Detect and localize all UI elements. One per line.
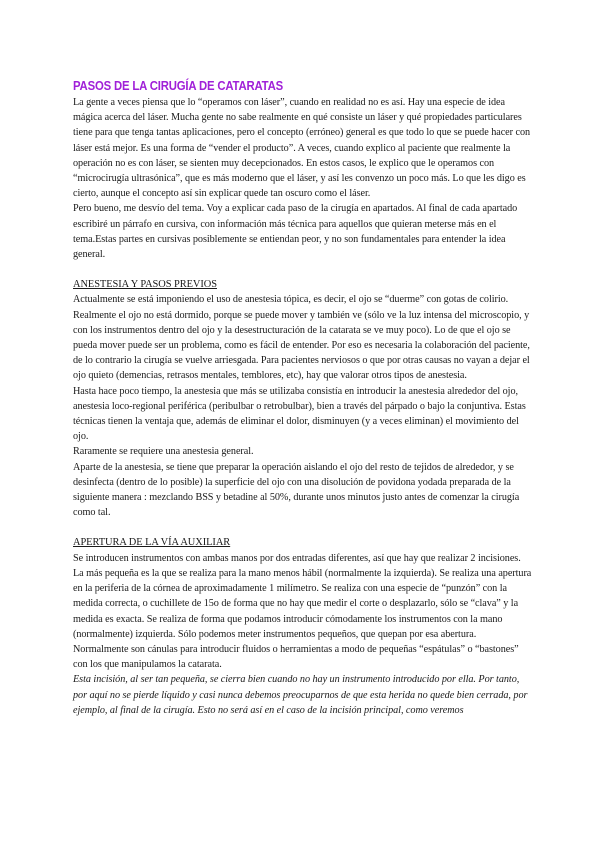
section-paragraph: Hasta hace poco tiempo, la anestesia que más se utilizaba consistía en introducir la anestesia alrededor del ojo, anestesia loco-regional periférica (peribulbar o retrobulbar), bien a través del párpado o bajo la conjuntiva. Estas técnicas tienen la ventaja que, además de eliminar el dolor, disminuyen (y a veces eliminan) el movimiento del ojo. <box>73 385 526 443</box>
section-heading-anestesia: ANESTESIA Y PASOS PREVIOS <box>73 279 217 291</box>
section-paragraph: Aparte de la anestesia, se tiene que preparar la operación aislando el ojo del resto de tejidos de alrededor, y se desinfecta (dentro de lo posible) la superficie del ojo con una disolución de povidona yodada preparada de la siguiente manera : mezclando BSS y betadine al 50%, durante unos minutos justo antes de comenzar la cirugía como tal. <box>73 461 520 519</box>
intro-paragraph: La gente a veces piensa que lo “operamos con láser”, cuando en realidad no es así. Hay una especie de idea mágica acerca del láser. Mucha gente no sabe realmente en qué consiste un láser y qué propiedades particulares tiene para que tenga tantas aplicaciones, pero el concepto (erróneo) general es que todo lo que se puede hacer con láser está mejor. Es una forma de “vender el producto”. A veces, cuando explico al paciente que realmente la operación no es con láser, se sienten muy decepcionados. En estos casos, le explico que le operamos con “microcirugía ultrasónica”, que es más moderno que el láser, y así les convenzo un poco más. Lo que les digo es cierto, aunque el concepto así sin explicar quede tan oscuro como el láser. <box>73 97 531 200</box>
technical-note-italic: Esta incisión, al ser tan pequeña, se cierra bien cuando no hay un instrumento introducido por ella. Por tanto, por aquí no se pierde líquido y casi nunca debemos preocuparnos de que esta herida no quede bien cerrada, por ejemplo, al final de la cirugía. Esto no será así en el caso de la incisión principal, como veremos <box>73 674 528 716</box>
section-paragraph: Raramente se requiere una anestesia general. <box>73 446 254 458</box>
section-paragraph: Actualmente se está imponiendo el uso de anestesia tópica, es decir, el ojo se “duerme” con gotas de colirio. Realmente el ojo no está dormido, porque se puede mover y también ve (sólo ve la luz intensa del microscopio, y con los instrumentos dentro del ojo y la desestructuración de la catarata se ve muy poco). Lo de que el ojo se pueda mover puede ser un problema, como es fácil de entender. Por eso es necesaria la colaboración del paciente, de lo contrario la cirugía se vuelve arriesgada. Para pacientes nerviosos o que por otras causas no vayan a dejar el ojo quieto (demencias, retrasos mentales, temblores, etc), hay que valorar otros tipos de anestesia. <box>73 294 530 382</box>
intro-paragraph: Pero bueno, me desvío del tema. Voy a explicar cada paso de la cirugía en apartados. Al final de cada apartado escribiré un párrafo en cursiva, con información más técnica para aquellos que quieran meterse más en el tema.Estas partes en cursivas posiblemente se entiendan peor, y no son fundamentales para entender la idea general. <box>73 203 518 261</box>
document-body <box>73 77 533 718</box>
section-paragraph: Se introducen instrumentos con ambas manos por dos entradas diferentes, así que hay que realizar 2 incisiones. La más pequeña es la que se realiza para la mano menos hábil (normalmente la izquierda). Se realiza una apertura en la periferia de la córnea de aproximadamente 1 milímetro. Se realiza con una especie de “punzón” con la medida correcta, o cuchillete de 15o de forma que no hay que medir el corte o desplazarlo, sólo se “clava” y la medida es exacta. Se realiza de forma que podamos introducir cómodamente los instrumentos con la mano (normalmente) izquierda. Sólo podemos meter instrumentos pequeños, que quepan por esa abertura. Normalmente son cánulas para introducir fluidos o herramientas a modo de pequeñas “espátulas” o “bastones” con los que manipulamos la catarata. <box>73 552 532 671</box>
section-heading-apertura: APERTURA DE LA VÍA AUXILIAR <box>73 537 231 549</box>
document-title: PASOS DE LA CIRUGÍA DE CATARATAS <box>73 78 283 93</box>
